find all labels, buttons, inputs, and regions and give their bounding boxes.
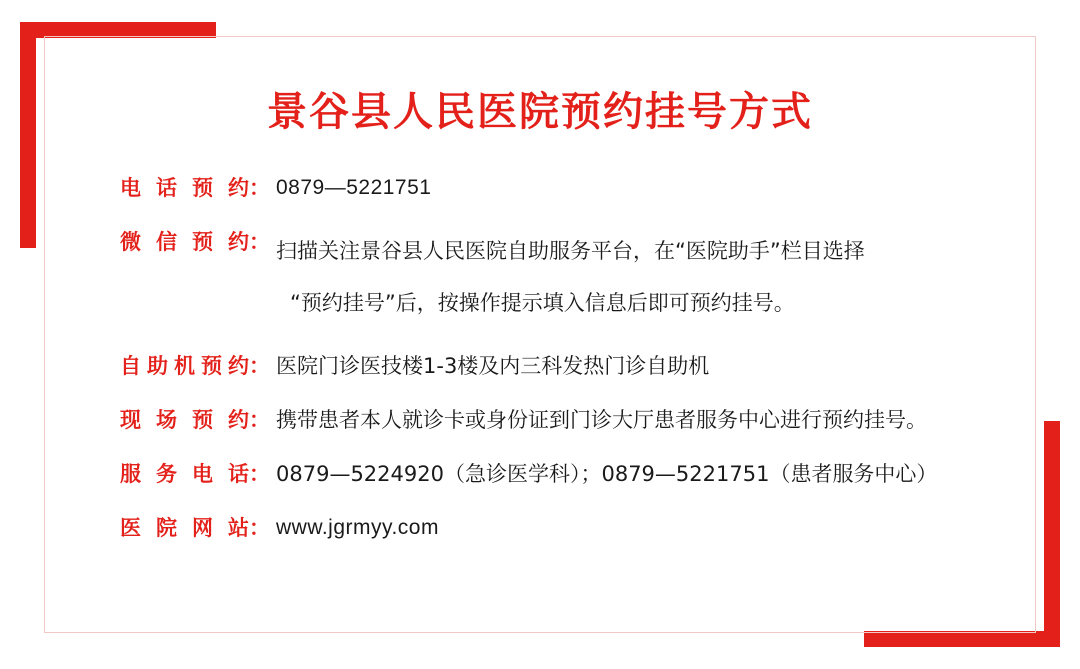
info-row-service-phone — [120, 457, 980, 491]
info-row-colon: ： — [249, 230, 270, 254]
info-row-label: 现场预约 — [120, 408, 249, 432]
info-row-colon: ： — [249, 408, 270, 432]
info-row-value: 0879—5224920（急诊医学科）；0879—5221751（患者服务中心） — [276, 462, 938, 486]
info-row-phone-appointment — [120, 171, 980, 205]
info-row-value: 医院门诊医技楼1-3楼及内三科发热门诊自助机 — [276, 354, 710, 378]
corner-bracket-bottom-right-horizontal — [864, 631, 1060, 647]
info-row-colon: ： — [249, 516, 270, 540]
info-row-label-wrap — [120, 457, 270, 491]
info-rows — [84, 171, 996, 545]
info-row-label-wrap — [120, 349, 270, 383]
poster-content — [44, 36, 1036, 633]
info-row-label: 微信预约 — [120, 230, 249, 254]
info-row-colon: ： — [249, 462, 270, 486]
info-row-label: 医院网站 — [120, 516, 249, 540]
info-row-value: 携带患者本人就诊卡或身份证到门诊大厅患者服务中心进行预约挂号。 — [276, 408, 927, 432]
info-row-label: 自助机预约 — [120, 354, 249, 378]
info-row-wechat-appointment — [120, 225, 980, 329]
info-row-value-line2: “预约挂号”后，按操作提示填入信息后即可预约挂号。 — [290, 291, 795, 315]
info-row-label: 电话预约 — [120, 176, 249, 200]
page-title: 景谷县人民医院预约挂号方式 — [267, 89, 813, 135]
info-row-value: 0879—5221751 — [276, 176, 432, 199]
info-row-value-line1: 扫描关注景谷县人民医院自助服务平台，在“医院助手”栏目选择 — [276, 239, 865, 263]
info-row-hospital-website — [120, 511, 980, 545]
info-row-onsite-appointment — [120, 403, 980, 437]
info-row-label-wrap — [120, 511, 270, 545]
info-row-value: www.jgrmyy.com — [276, 516, 439, 539]
info-row-label-wrap — [120, 225, 270, 259]
info-row-colon: ： — [249, 176, 270, 200]
corner-bracket-bottom-right-vertical — [1044, 421, 1060, 647]
info-row-label-wrap — [120, 403, 270, 437]
corner-bracket-top-left-vertical — [20, 22, 36, 248]
info-row-value — [270, 225, 980, 329]
info-row-kiosk-appointment — [120, 349, 980, 383]
info-row-label-wrap — [120, 171, 270, 205]
info-row-colon: ： — [249, 354, 270, 378]
info-row-label: 服务电话 — [120, 462, 249, 486]
